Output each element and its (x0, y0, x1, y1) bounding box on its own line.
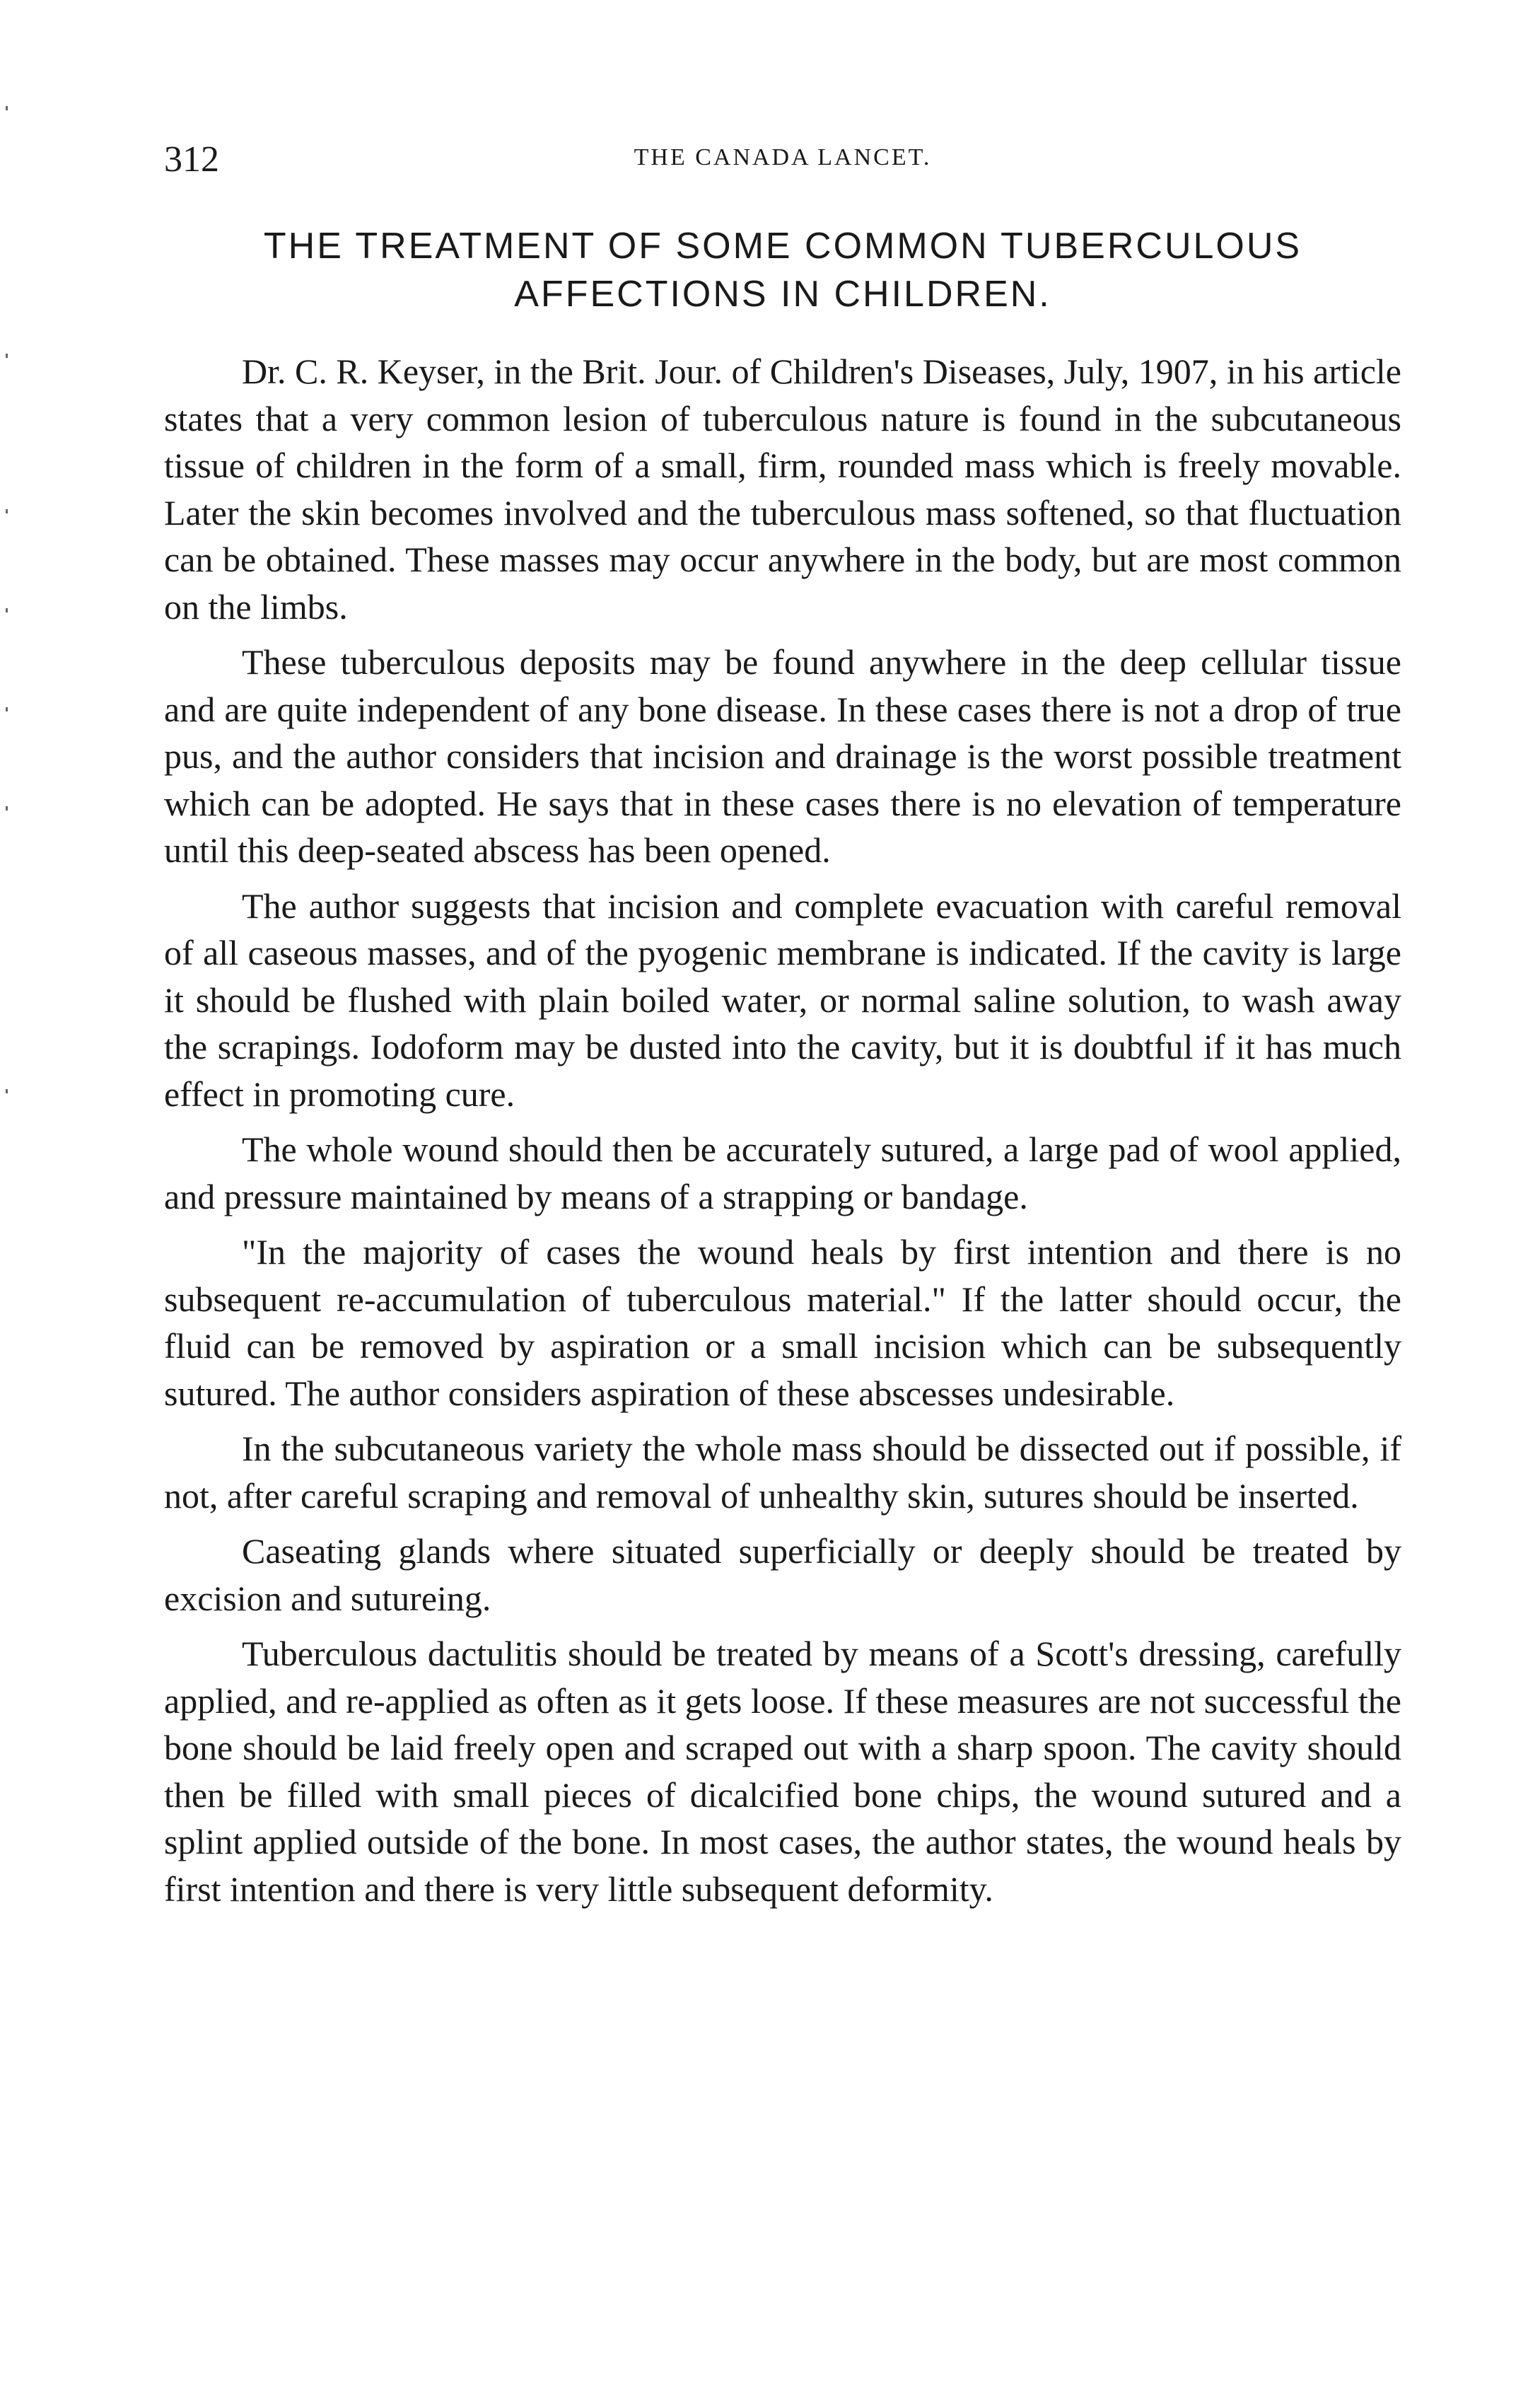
paragraph-7: Caseating glands where situated superficially or deeply should be treated by excision and sutureing. (164, 1531, 1401, 1618)
paragraph-1: Dr. C. R. Keyser, in the Brit. Jour. of Children's Diseases, July, 1907, in his article states that a very common lesion of tuberculous nature is found in the subcutaneous tissue of children in the form of a small, firm, rounded mass which is freely movable. Later the skin becomes involved and the tuberculous mass softened, so that fluctuation can be obtained. These masses may occur anywhere in the body, but are most common on the limbs. (164, 351, 1401, 627)
article-title (164, 222, 1401, 318)
page-number: 312 (164, 139, 219, 180)
paragraph-4: The whole wound should then be accurately sutured, a large pad of wool applied, and pressure maintained by means of a strapping or bandage. (164, 1129, 1401, 1216)
article-title-line-1: THE TREATMENT OF SOME COMMON TUBERCULOUS (263, 226, 1302, 267)
paragraph-5: "In the majority of cases the wound heals by first intention and there is no subsequent re-accumulation of tuberculous material." If the latter should occur, the fluid can be removed by aspiration or a small incision which can be subsequently sutured. The author considers aspiration of these abscesses undesirable. (164, 1232, 1401, 1413)
scan-edge-marks (6, 0, 13, 2389)
article-body (164, 348, 1401, 1921)
paragraph-8: Tuberculous dactulitis should be treated by means of a Scott's dressing, carefully applied, and re-applied as often as it gets loose. If these measures are not successful the bone should be laid freely open and scraped out with a sharp spoon. The cavity should then be filled with small pieces of dicalcified bone chips, the wound sutured and a splint applied outside of the bone. In most cases, the author states, the wound heals by first intention and there is very little subsequent deformity. (164, 1634, 1401, 1909)
journal-name: THE CANADA LANCET. (634, 144, 932, 170)
running-head (164, 139, 1401, 181)
paragraph-2: These tuberculous deposits may be found anywhere in the deep cellular tissue and are quite independent of any bone disease. In these cases there is not a drop of true pus, and the author considers that incision and drainage is the worst possible treatment which can be adopted. He says that in these cases there is no elevation of temperature until this deep-seated abscess has been opened. (164, 642, 1401, 870)
paragraph-6: In the subcutaneous variety the whole mass should be dissected out if possible, if not, after careful scraping and removal of unhealthy skin, sutures should be inserted. (164, 1429, 1401, 1516)
paragraph-3: The author suggests that incision and complete evacuation with careful removal of all caseous masses, and of the pyogenic membrane is indicated. If the cavity is large it should be flushed with plain boiled water, or normal saline solution, to wash away the scrapings. Iodoform may be dusted into the cavity, but it is doubtful if it has much effect in promoting cure. (164, 885, 1401, 1114)
article-title-line-2: AFFECTIONS IN CHILDREN. (514, 274, 1051, 315)
